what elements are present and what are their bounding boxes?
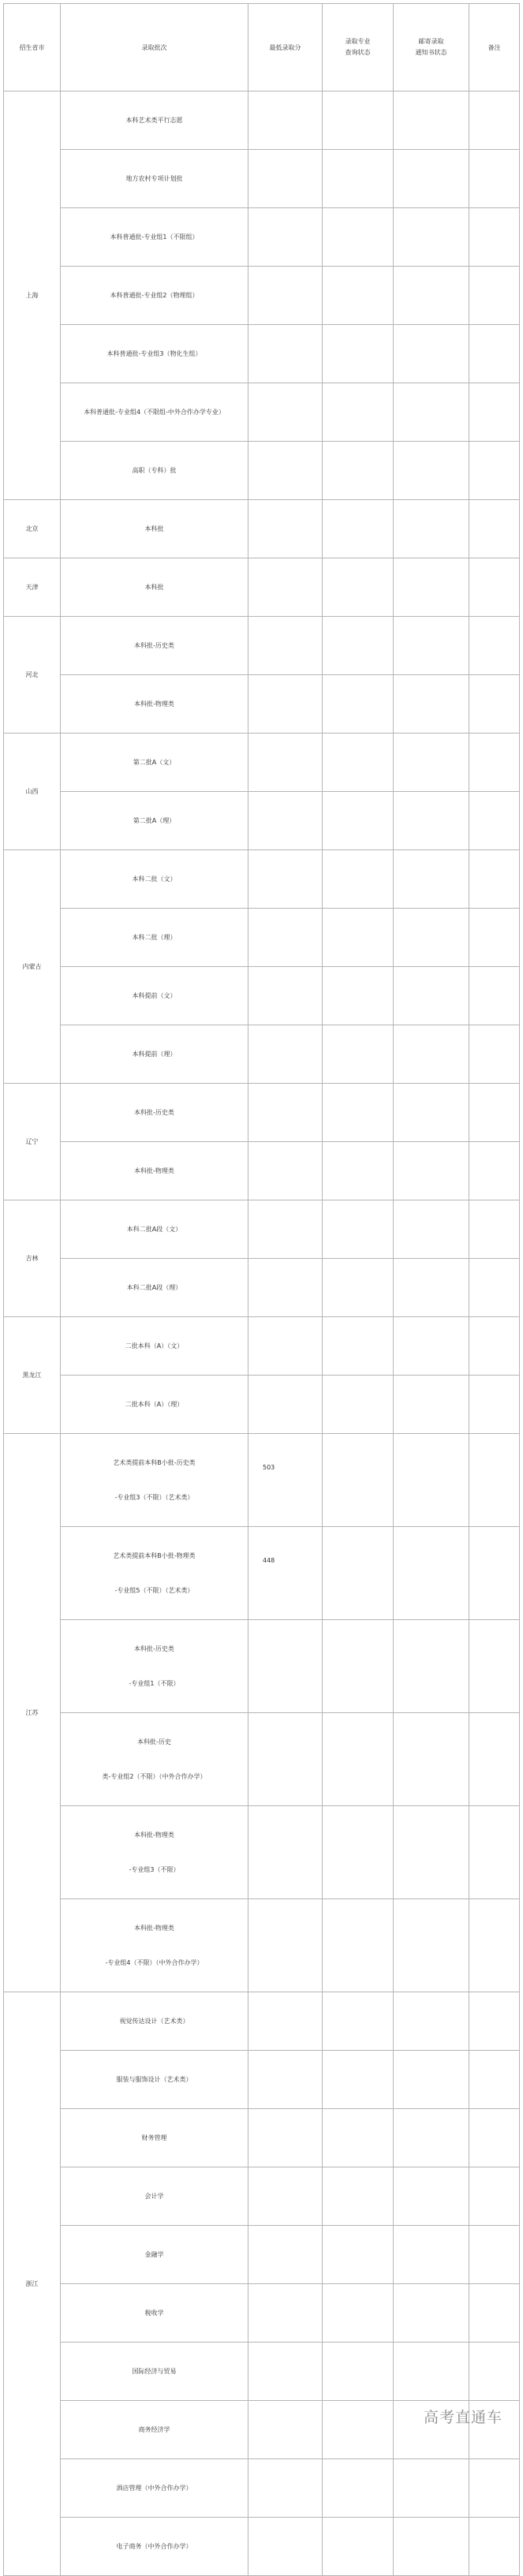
- major-status-cell: [323, 1713, 394, 1806]
- mail-status-cell: [394, 442, 469, 500]
- note-cell: [469, 1259, 520, 1317]
- mail-status-cell: [394, 1434, 469, 1527]
- province-cell: 浙江: [4, 1992, 61, 2576]
- table-row: [4, 2459, 520, 2518]
- batch-text: 本科二批A段（理）: [126, 1283, 182, 1291]
- table-row: [4, 1620, 520, 1713]
- province-cell: 山西: [4, 734, 61, 850]
- batch-text: 本科普通批-专业组1（不限组）: [110, 233, 199, 241]
- batch-cell: [61, 675, 248, 734]
- mail-status-cell: [394, 91, 469, 150]
- batch-cell: [61, 442, 248, 500]
- batch-text: 本科批-历史类: [134, 641, 174, 649]
- major-status-cell: [323, 558, 394, 617]
- min-score-cell: [248, 792, 323, 850]
- table-row: [4, 1992, 520, 2051]
- note-cell: [469, 1806, 520, 1899]
- header-row: [4, 4, 520, 91]
- batch-cell: [61, 208, 248, 267]
- major-status-cell: [323, 91, 394, 150]
- batch-cell: [61, 325, 248, 383]
- mail-status-cell: [394, 2109, 469, 2167]
- min-score-cell: [248, 325, 323, 383]
- batch-cell: [61, 1992, 248, 2051]
- batch-cell: [61, 2109, 248, 2167]
- mail-status-cell: [394, 850, 469, 909]
- mail-status-cell: [394, 967, 469, 1025]
- header-min-score: 最低录取分: [248, 4, 323, 91]
- batch-cell: [61, 792, 248, 850]
- min-score-cell: [248, 909, 323, 967]
- major-status-cell: [323, 267, 394, 325]
- batch-text: 本科艺术类平行志愿: [125, 116, 183, 124]
- batch-text: 本科批-物理类 -专业组3（不限）: [129, 1831, 180, 1873]
- table-row: [4, 2226, 520, 2284]
- batch-text: 本科批-物理类: [134, 700, 174, 707]
- table-row: [4, 1200, 520, 1259]
- min-score-cell: [248, 2051, 323, 2109]
- major-status-cell: [323, 2284, 394, 2343]
- table-row: [4, 208, 520, 267]
- table-row: [4, 850, 520, 909]
- mail-status-cell: [394, 2459, 469, 2518]
- mail-status-cell: [394, 2518, 469, 2576]
- batch-cell: [61, 2167, 248, 2226]
- batch-text: 金融学: [144, 2250, 164, 2258]
- min-score-cell: [248, 2109, 323, 2167]
- major-status-cell: [323, 1200, 394, 1259]
- min-score-cell: [248, 1142, 323, 1200]
- min-score-cell: [248, 1992, 323, 2051]
- batch-text: 服装与服饰设计（艺术类）: [116, 2075, 192, 2083]
- min-score-cell: [248, 2226, 323, 2284]
- mail-status-cell: [394, 792, 469, 850]
- note-cell: [469, 2051, 520, 2109]
- batch-text: 本科批-物理类 -专业组4（不限）（中外合作办学）: [105, 1924, 204, 1966]
- min-score-cell: [248, 558, 323, 617]
- major-status-cell: [323, 1084, 394, 1142]
- note-cell: [469, 1084, 520, 1142]
- major-status-cell: [323, 617, 394, 675]
- major-status-cell: [323, 325, 394, 383]
- note-cell: [469, 2343, 520, 2401]
- table-row: [4, 2167, 520, 2226]
- watermark: 高考直通车: [423, 2409, 502, 2426]
- note-cell: [469, 1025, 520, 1084]
- batch-cell: [61, 909, 248, 967]
- major-status-cell: [323, 909, 394, 967]
- major-status-cell: [323, 1317, 394, 1376]
- batch-cell: [61, 967, 248, 1025]
- batch-text: 国际经济与贸易: [132, 2367, 177, 2375]
- min-score-cell: 503: [248, 1434, 323, 1527]
- mail-status-cell: [394, 1620, 469, 1713]
- table-row: [4, 91, 520, 150]
- mail-status-cell: [394, 150, 469, 208]
- batch-text: 本科批-历史类 -专业组1（不限）: [129, 1645, 180, 1687]
- major-status-cell: [323, 850, 394, 909]
- major-status-cell: [323, 2518, 394, 2576]
- batch-cell: [61, 500, 248, 558]
- mail-status-cell: [394, 1992, 469, 2051]
- note-cell: [469, 2518, 520, 2576]
- min-score-cell: [248, 734, 323, 792]
- major-status-cell: [323, 1806, 394, 1899]
- batch-cell: [61, 1434, 248, 1527]
- batch-cell: [61, 1317, 248, 1376]
- note-cell: [469, 1142, 520, 1200]
- mail-status-cell: [394, 1259, 469, 1317]
- min-score-cell: [248, 1376, 323, 1434]
- mail-status-cell: [394, 558, 469, 617]
- batch-cell: [61, 1025, 248, 1084]
- table-row: [4, 1806, 520, 1899]
- note-cell: [469, 500, 520, 558]
- batch-text: 第二批A（理）: [133, 816, 176, 824]
- major-status-cell: [323, 2109, 394, 2167]
- header-mail-status-text: 邮寄录取 通知书状态: [415, 38, 447, 56]
- batch-cell: [61, 2343, 248, 2401]
- major-status-cell: [323, 2226, 394, 2284]
- batch-cell: [61, 2518, 248, 2576]
- note-cell: [469, 617, 520, 675]
- mail-status-cell: [394, 325, 469, 383]
- batch-text: 本科二批（文）: [132, 875, 177, 883]
- batch-cell: [61, 850, 248, 909]
- mail-status-cell: [394, 1025, 469, 1084]
- table-row: [4, 675, 520, 734]
- batch-cell: [61, 617, 248, 675]
- batch-text: 本科二批（理）: [132, 933, 177, 941]
- table-row: [4, 2518, 520, 2576]
- note-cell: [469, 1317, 520, 1376]
- batch-cell: [61, 2051, 248, 2109]
- note-cell: [469, 2109, 520, 2167]
- province-cell: 北京: [4, 500, 61, 558]
- min-score-cell: [248, 1084, 323, 1142]
- province-cell: 上海: [4, 91, 61, 500]
- batch-cell: [61, 2226, 248, 2284]
- batch-text: 高职（专科）批: [132, 466, 177, 474]
- header-province: 招生省市: [4, 4, 61, 91]
- batch-cell: [61, 1620, 248, 1713]
- min-score-cell: [248, 383, 323, 442]
- mail-status-cell: [394, 1527, 469, 1620]
- batch-text: 税收学: [144, 2309, 164, 2317]
- note-cell: [469, 675, 520, 734]
- min-score-cell: [248, 1713, 323, 1806]
- mail-status-cell: [394, 1806, 469, 1899]
- min-score-cell: [248, 850, 323, 909]
- province-cell: 吉林: [4, 1200, 61, 1317]
- batch-text: 第二批A（文）: [133, 758, 176, 766]
- batch-text: 本科提前（理）: [132, 1050, 177, 1058]
- mail-status-cell: [394, 267, 469, 325]
- major-status-cell: [323, 1376, 394, 1434]
- mail-status-cell: [394, 1084, 469, 1142]
- mail-status-cell: [394, 909, 469, 967]
- note-cell: [469, 2459, 520, 2518]
- batch-text: 艺术类提前本科B小批-历史类 -专业组3（不限）（艺术类）: [113, 1458, 196, 1501]
- header-mail-status: [394, 4, 469, 91]
- province-cell: 江苏: [4, 1434, 61, 1992]
- province-cell: 内蒙古: [4, 850, 61, 1084]
- batch-cell: [61, 2284, 248, 2343]
- batch-text: 本科批-物理类: [134, 1167, 174, 1174]
- province-cell: 黑龙江: [4, 1317, 61, 1434]
- batch-text: 本科批: [144, 525, 164, 532]
- mail-status-cell: [394, 1200, 469, 1259]
- min-score-cell: [248, 1806, 323, 1899]
- major-status-cell: [323, 442, 394, 500]
- table-row: [4, 2051, 520, 2109]
- major-status-cell: [323, 1025, 394, 1084]
- min-score-cell: [248, 91, 323, 150]
- table-row: [4, 442, 520, 500]
- table-row: [4, 2343, 520, 2401]
- note-cell: [469, 1713, 520, 1806]
- mail-status-cell: [394, 1142, 469, 1200]
- min-score-cell: [248, 2401, 323, 2459]
- batch-cell: [61, 1376, 248, 1434]
- province-cell: 河北: [4, 617, 61, 734]
- min-score-cell: [248, 267, 323, 325]
- mail-status-cell: [394, 1317, 469, 1376]
- table-row: [4, 1025, 520, 1084]
- mail-status-cell: [394, 675, 469, 734]
- mail-status-cell: [394, 2226, 469, 2284]
- batch-cell: [61, 2401, 248, 2459]
- major-status-cell: [323, 1259, 394, 1317]
- note-cell: [469, 383, 520, 442]
- note-cell: [469, 150, 520, 208]
- batch-text: 二批本科（A）（文）: [125, 1342, 184, 1350]
- min-score-cell: [248, 150, 323, 208]
- table-row: [4, 1527, 520, 1620]
- note-cell: [469, 2226, 520, 2284]
- batch-cell: [61, 1713, 248, 1806]
- header-major-status: [323, 4, 394, 91]
- min-score-cell: [248, 442, 323, 500]
- note-cell: [469, 91, 520, 150]
- note-cell: [469, 850, 520, 909]
- major-status-cell: [323, 1142, 394, 1200]
- major-status-cell: [323, 2051, 394, 2109]
- batch-cell: [61, 1806, 248, 1899]
- note-cell: [469, 1620, 520, 1713]
- mail-status-cell: [394, 2051, 469, 2109]
- batch-text: 会计学: [144, 2192, 164, 2200]
- province-cell: 天津: [4, 558, 61, 617]
- note-cell: [469, 1200, 520, 1259]
- batch-cell: [61, 267, 248, 325]
- mail-status-cell: [394, 2284, 469, 2343]
- min-score-cell: [248, 617, 323, 675]
- major-status-cell: [323, 792, 394, 850]
- min-score-cell: [248, 2518, 323, 2576]
- min-score-cell: [248, 2167, 323, 2226]
- min-score-cell: [248, 208, 323, 267]
- batch-cell: [61, 91, 248, 150]
- min-score-cell: [248, 1899, 323, 1992]
- min-score-cell: [248, 675, 323, 734]
- batch-cell: [61, 734, 248, 792]
- batch-cell: [61, 150, 248, 208]
- batch-text: 本科普通批-专业组4（不限组-中外合作办学专业）: [84, 408, 225, 416]
- table-row: [4, 1899, 520, 1992]
- admission-table: [3, 3, 520, 2576]
- batch-cell: [61, 1084, 248, 1142]
- min-score-cell: [248, 1317, 323, 1376]
- batch-text: 本科普通批-专业组2（物理组）: [110, 291, 199, 299]
- min-score-cell: [248, 500, 323, 558]
- major-status-cell: [323, 675, 394, 734]
- table-row: [4, 1434, 520, 1527]
- table-row: [4, 2109, 520, 2167]
- batch-cell: [61, 1899, 248, 1992]
- table-row: [4, 967, 520, 1025]
- batch-text: 地方农村专项计划批: [125, 174, 183, 182]
- mail-status-cell: [394, 617, 469, 675]
- min-score-cell: [248, 1025, 323, 1084]
- header-major-status-text: 录取专业 查询状态: [345, 38, 371, 56]
- batch-text: 本科批-历史类: [134, 1108, 174, 1116]
- table-row: [4, 1084, 520, 1142]
- note-cell: [469, 1992, 520, 2051]
- table-row: [4, 150, 520, 208]
- table-row: [4, 267, 520, 325]
- batch-cell: [61, 383, 248, 442]
- table-row: [4, 617, 520, 675]
- major-status-cell: [323, 2343, 394, 2401]
- note-cell: [469, 267, 520, 325]
- major-status-cell: [323, 2459, 394, 2518]
- note-cell: [469, 967, 520, 1025]
- table-row: [4, 909, 520, 967]
- major-status-cell: [323, 1620, 394, 1713]
- header-note: 备注: [469, 4, 520, 91]
- table-row: [4, 2284, 520, 2343]
- table-row: [4, 383, 520, 442]
- min-score-cell: [248, 967, 323, 1025]
- note-cell: [469, 734, 520, 792]
- batch-cell: [61, 1527, 248, 1620]
- batch-cell: [61, 1200, 248, 1259]
- batch-text: 本科批: [144, 583, 164, 591]
- mail-status-cell: [394, 383, 469, 442]
- mail-status-cell: [394, 2343, 469, 2401]
- batch-cell: [61, 1142, 248, 1200]
- batch-text: 电子商务（中外合作办学）: [116, 2542, 192, 2550]
- note-cell: [469, 909, 520, 967]
- major-status-cell: [323, 1992, 394, 2051]
- note-cell: [469, 325, 520, 383]
- batch-cell: [61, 1259, 248, 1317]
- table-row: [4, 325, 520, 383]
- major-status-cell: [323, 967, 394, 1025]
- mail-status-cell: [394, 1899, 469, 1992]
- major-status-cell: [323, 150, 394, 208]
- mail-status-cell: [394, 1713, 469, 1806]
- batch-text: 本科二批A段（文）: [126, 1225, 182, 1233]
- min-score-cell: [248, 2459, 323, 2518]
- major-status-cell: [323, 2167, 394, 2226]
- note-cell: [469, 1376, 520, 1434]
- table-row: [4, 1376, 520, 1434]
- major-status-cell: [323, 1899, 394, 1992]
- major-status-cell: [323, 734, 394, 792]
- table-row: [4, 1142, 520, 1200]
- table-body: [4, 91, 520, 2576]
- batch-text: 艺术类提前本科B小批-物理类 -专业组5（不限）（艺术类）: [113, 1551, 196, 1594]
- batch-cell: [61, 558, 248, 617]
- major-status-cell: [323, 208, 394, 267]
- note-cell: [469, 1899, 520, 1992]
- min-score-cell: [248, 2284, 323, 2343]
- table-row: [4, 1317, 520, 1376]
- mail-status-cell: [394, 208, 469, 267]
- note-cell: [469, 208, 520, 267]
- mail-status-cell: [394, 1376, 469, 1434]
- note-cell: [469, 442, 520, 500]
- batch-text: 本科批-历史 类-专业组2（不限）（中外合作办学）: [102, 1738, 207, 1780]
- batch-text: 商务经济学: [138, 2425, 170, 2433]
- province-cell: 辽宁: [4, 1084, 61, 1200]
- mail-status-cell: [394, 734, 469, 792]
- major-status-cell: [323, 500, 394, 558]
- batch-text: 视觉传达设计（艺术类）: [119, 2017, 189, 2025]
- table-row: [4, 792, 520, 850]
- min-score-cell: [248, 2343, 323, 2401]
- mail-status-cell: [394, 2167, 469, 2226]
- table-row: [4, 1713, 520, 1806]
- mail-status-cell: [394, 500, 469, 558]
- min-score-cell: [248, 1259, 323, 1317]
- major-status-cell: [323, 1527, 394, 1620]
- table-row: [4, 558, 520, 617]
- batch-text: 二批本科（A）（理）: [125, 1400, 184, 1408]
- batch-text: 本科提前（文）: [132, 991, 177, 999]
- note-cell: [469, 1527, 520, 1620]
- major-status-cell: [323, 2401, 394, 2459]
- min-score-cell: 448: [248, 1527, 323, 1620]
- batch-text: 酒店管理（中外合作办学）: [116, 2484, 192, 2492]
- note-cell: [469, 1434, 520, 1527]
- batch-text: 本科普通批-专业组3（物化生组）: [106, 349, 202, 357]
- table-row: [4, 734, 520, 792]
- batch-cell: [61, 2459, 248, 2518]
- min-score-cell: [248, 1620, 323, 1713]
- note-cell: [469, 792, 520, 850]
- table-row: [4, 500, 520, 558]
- note-cell: [469, 2284, 520, 2343]
- major-status-cell: [323, 1434, 394, 1527]
- table-row: [4, 1259, 520, 1317]
- major-status-cell: [323, 383, 394, 442]
- note-cell: [469, 2167, 520, 2226]
- batch-text: 财务管理: [141, 2134, 167, 2141]
- min-score-cell: [248, 1200, 323, 1259]
- header-batch: 录取批次: [61, 4, 248, 91]
- note-cell: [469, 558, 520, 617]
